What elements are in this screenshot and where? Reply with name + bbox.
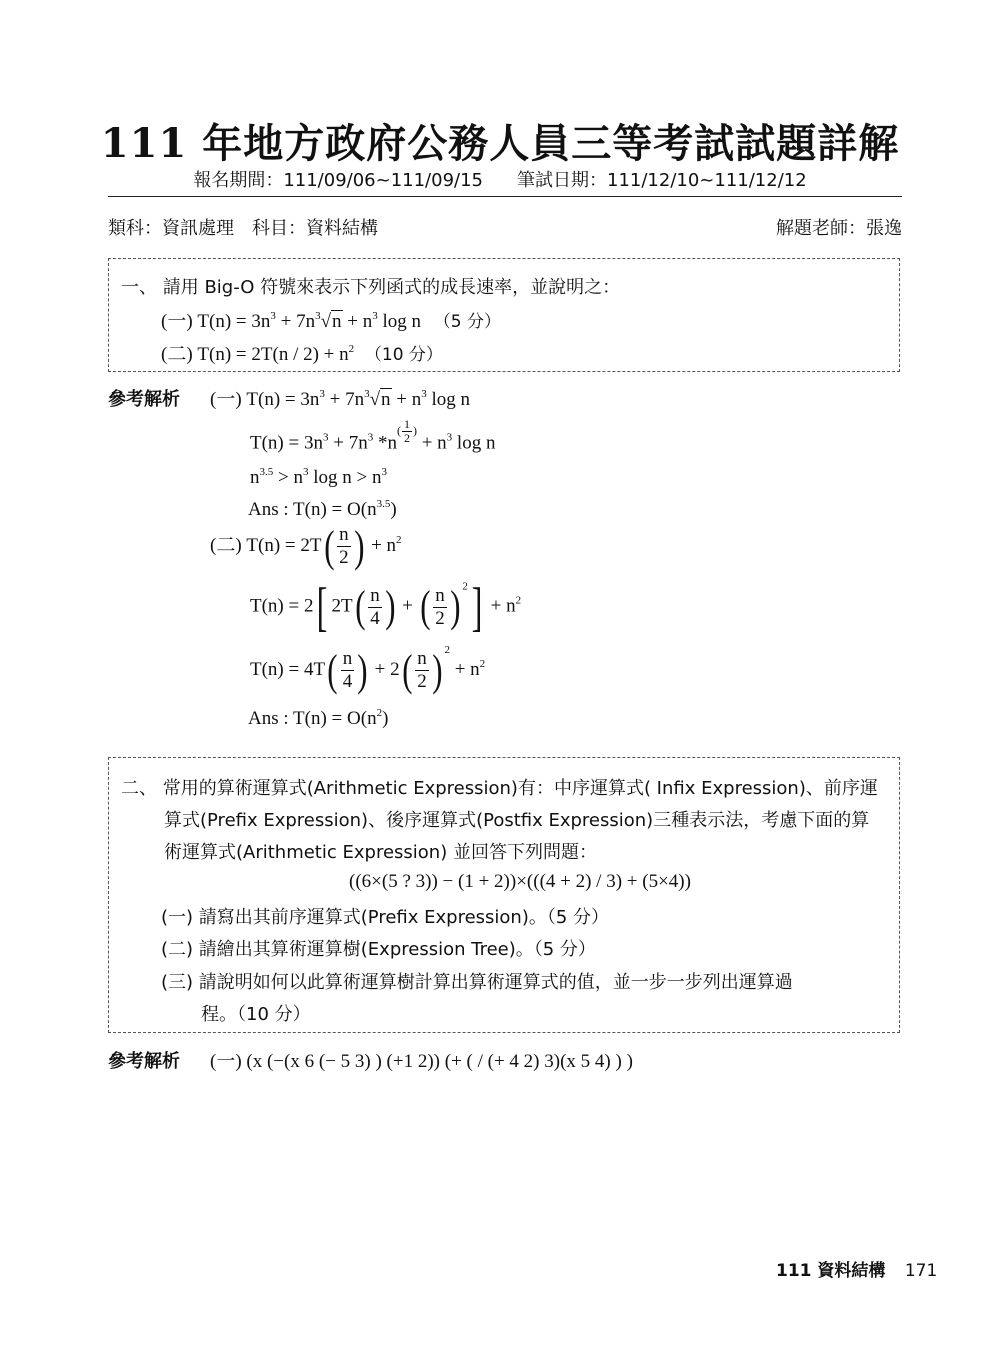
a1-answer-1: Ans : $T(n) = O(n^{3.5})$ (248, 498, 397, 520)
exam-date: 筆試日期：111/12/10~111/12/12 (517, 170, 807, 191)
subject-info: 類科：資訊處理 科目：資料結構 (108, 218, 378, 239)
a1-step-6: T(n) = 4T( $\frac{n}{4}$ ) + 2( $\frac{n}{2}$ ) $^2 + n^2$ (250, 644, 486, 695)
question-1-part-2: (二) $T(n) = 2T(n / 2) + n^2$ （10 分） (161, 343, 443, 365)
half-exponent: ( $\frac{1}{2}$ ) (396, 417, 417, 445)
question-1-part-1: (一) $T(n) = 3n^3 + 7n^3√n + n^3$ log n （5 分） (161, 310, 502, 332)
footer-book: 111 資料結構 (776, 1261, 886, 1281)
question-2-item-2: (二) 請繪出其算術運算樹(Expression Tree)。（5 分） (161, 939, 596, 960)
page-title: 111 年地方政府公務人員三等考試試題詳解 (100, 120, 900, 167)
q1-p2-points: （10 分） (364, 345, 443, 365)
teacher-name: 解題老師：張逸 (776, 218, 902, 239)
question-2-line-2: 算式(Prefix Expression)、後序運算式(Postfix Expression)三種表示法，考慮下面的算 (164, 810, 870, 831)
reference-analysis-label-1: 參考解析 (108, 389, 180, 410)
ans2-exponent: 2 (376, 707, 383, 719)
footer-book-title (776, 1256, 937, 1281)
exam-dates (0, 166, 1000, 192)
question-1-box (108, 258, 900, 372)
arithmetic-expression: ((6×(5 ? 3)) − (1 + 2))×(((4 + 2) / 3) + (5×4)) (349, 871, 691, 892)
question-2-item-1: (一) 請寫出其前序運算式(Prefix Expression)。（5 分） (161, 907, 610, 928)
a1-step-3: $n^{3.5} > n^3$ $\log n > n^3$ (250, 466, 387, 488)
question-2-item-3a: (三) 請說明如何以此算術運算樹計算出算術運算式的值，並一步一步列出運算過 (161, 972, 793, 993)
q1-p1-points: （5 分） (433, 312, 502, 332)
question-2-box (108, 757, 900, 1033)
a2-prefix-answer: (一) (x (−(x 6 (− 5 3) ) (+1 2)) (+ ( / (+ 4 2) 3)(x 5 4) ) ) (210, 1051, 633, 1072)
ans1-text: Ans : T(n) = O(n (248, 499, 377, 520)
sqrt-symbol: √n (320, 311, 342, 332)
a1-step-1: (一) $T(n) = 3n^3 + 7n^3√n + n^3$ log n (210, 388, 471, 410)
question-2-line-3: 術運算式(Arithmetic Expression) 並回答下列問題： (164, 842, 597, 863)
ans2-text: Ans : T(n) = O(n (248, 708, 377, 729)
a1-step-5: T(n) = 2[ 2T( $\frac{n}{4}$ ) + ( $\frac{n}{2}$ ) $^2] + n^2$ (250, 577, 522, 637)
reference-analysis-label-2: 參考解析 (108, 1051, 180, 1072)
header-divider (108, 196, 902, 197)
a1-sub1-label: (一) (210, 389, 242, 410)
a1-answer-2: Ans : $T(n) = O(n^2)$ (248, 707, 389, 729)
question-2-item-3b: 程。（10 分） (201, 1004, 311, 1025)
a1-step-2: $T(n) = 3n^3 + 7n^3$ *n( $\frac{1}{2}$ ) + $n^3$ log n (250, 417, 496, 454)
q1-p2-label: (二) T(n) = 2T(n / 2) + n (161, 344, 349, 365)
registration-period: 報名期間：111/09/06~111/09/15 (193, 170, 483, 191)
ans1-exponent: 3.5 (376, 498, 391, 510)
a1-sub2-label: (二) (210, 534, 242, 556)
page-number: 171 (904, 1261, 938, 1281)
a1-step-4: (二) T(n) = 2T( $\frac{n}{2}$ ) + $n^2$ (210, 521, 402, 571)
q1-p1-label: (一) T(n) = 3n (161, 311, 271, 332)
question-1-prompt: 一、 請用 Big-O 符號來表示下列函式的成長速率，並說明之： (121, 277, 621, 298)
question-2-line-1: 二、 常用的算術運算式(Arithmetic Expression)有：中序運算式( Infix Expression)、前序運 (121, 778, 878, 799)
